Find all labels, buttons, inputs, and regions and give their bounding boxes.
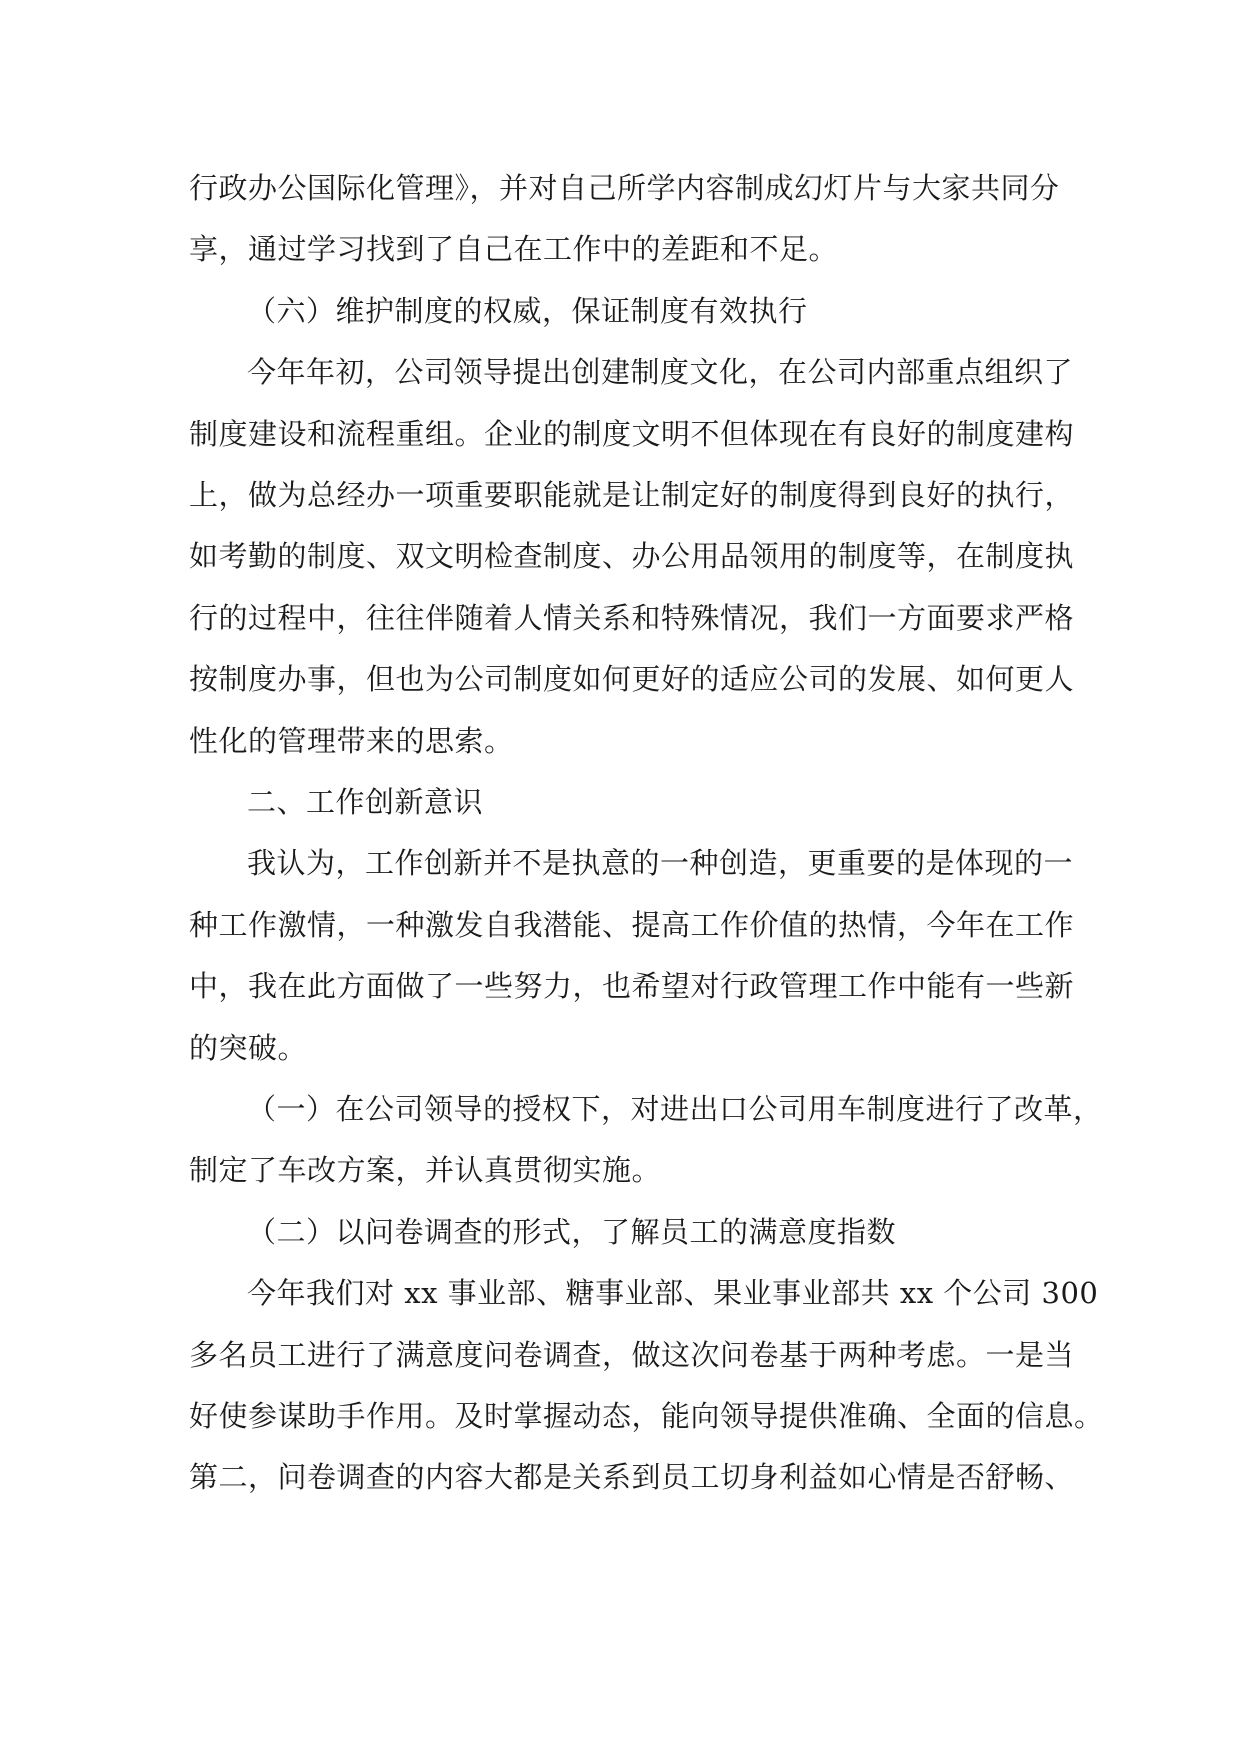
body-text-line: （一）在公司领导的授权下，对进出口公司用车制度进行了改革，: [247, 1092, 1103, 1126]
body-text-line: 按制度办事，但也为公司制度如何更好的适应公司的发展、如何更人: [189, 662, 1075, 696]
body-text-line: 的突破。: [189, 1031, 308, 1065]
body-text-line: 多名员工进行了满意度问卷调查，做这次问卷基于两种考虑。一是当: [189, 1338, 1075, 1372]
body-text-line: 中，我在此方面做了一些努力，也希望对行政管理工作中能有一些新: [189, 969, 1075, 1003]
body-text-line: 享，通过学习找到了自己在工作中的差距和不足。: [189, 232, 839, 266]
section-heading: 二、工作创新意识: [247, 785, 484, 819]
body-text-line: 上，做为总经办一项重要职能就是让制定好的制度得到良好的执行，: [189, 478, 1075, 512]
body-text-line: 好使参谋助手作用。及时掌握动态，能向领导提供准确、全面的信息。: [189, 1399, 1104, 1433]
body-text-line: 我认为，工作创新并不是执意的一种创造，更重要的是体现的一: [247, 846, 1074, 880]
body-text-line: 第二，问卷调查的内容大都是关系到员工切身利益如心情是否舒畅、: [189, 1460, 1075, 1494]
section-heading: （六）维护制度的权威，保证制度有效执行: [247, 294, 808, 328]
body-text-line: 行的过程中，往往伴随着人情关系和特殊情况，我们一方面要求严格: [189, 601, 1075, 635]
body-text-line: 今年我们对 xx 事业部、糖事业部、果业事业部共 xx 个公司 300: [247, 1276, 1099, 1310]
body-text-line: 性化的管理带来的思索。: [189, 724, 514, 758]
body-text-line: 如考勤的制度、双文明检查制度、办公用品领用的制度等，在制度执: [189, 539, 1075, 573]
body-text-line: 制定了车改方案，并认真贯彻实施。: [189, 1153, 662, 1187]
body-text-line: 今年年初，公司领导提出创建制度文化，在公司内部重点组织了: [247, 355, 1074, 389]
body-text-line: 种工作激情，一种激发自我潜能、提高工作价值的热情，今年在工作: [189, 908, 1075, 942]
body-text-line: 行政办公国际化管理》，并对自己所学内容制成幻灯片与大家共同分: [189, 171, 1060, 205]
section-heading: （二）以问卷调查的形式，了解员工的满意度指数: [247, 1215, 897, 1249]
body-text-line: 制度建设和流程重组。企业的制度文明不但体现在有良好的制度建构: [189, 417, 1075, 451]
